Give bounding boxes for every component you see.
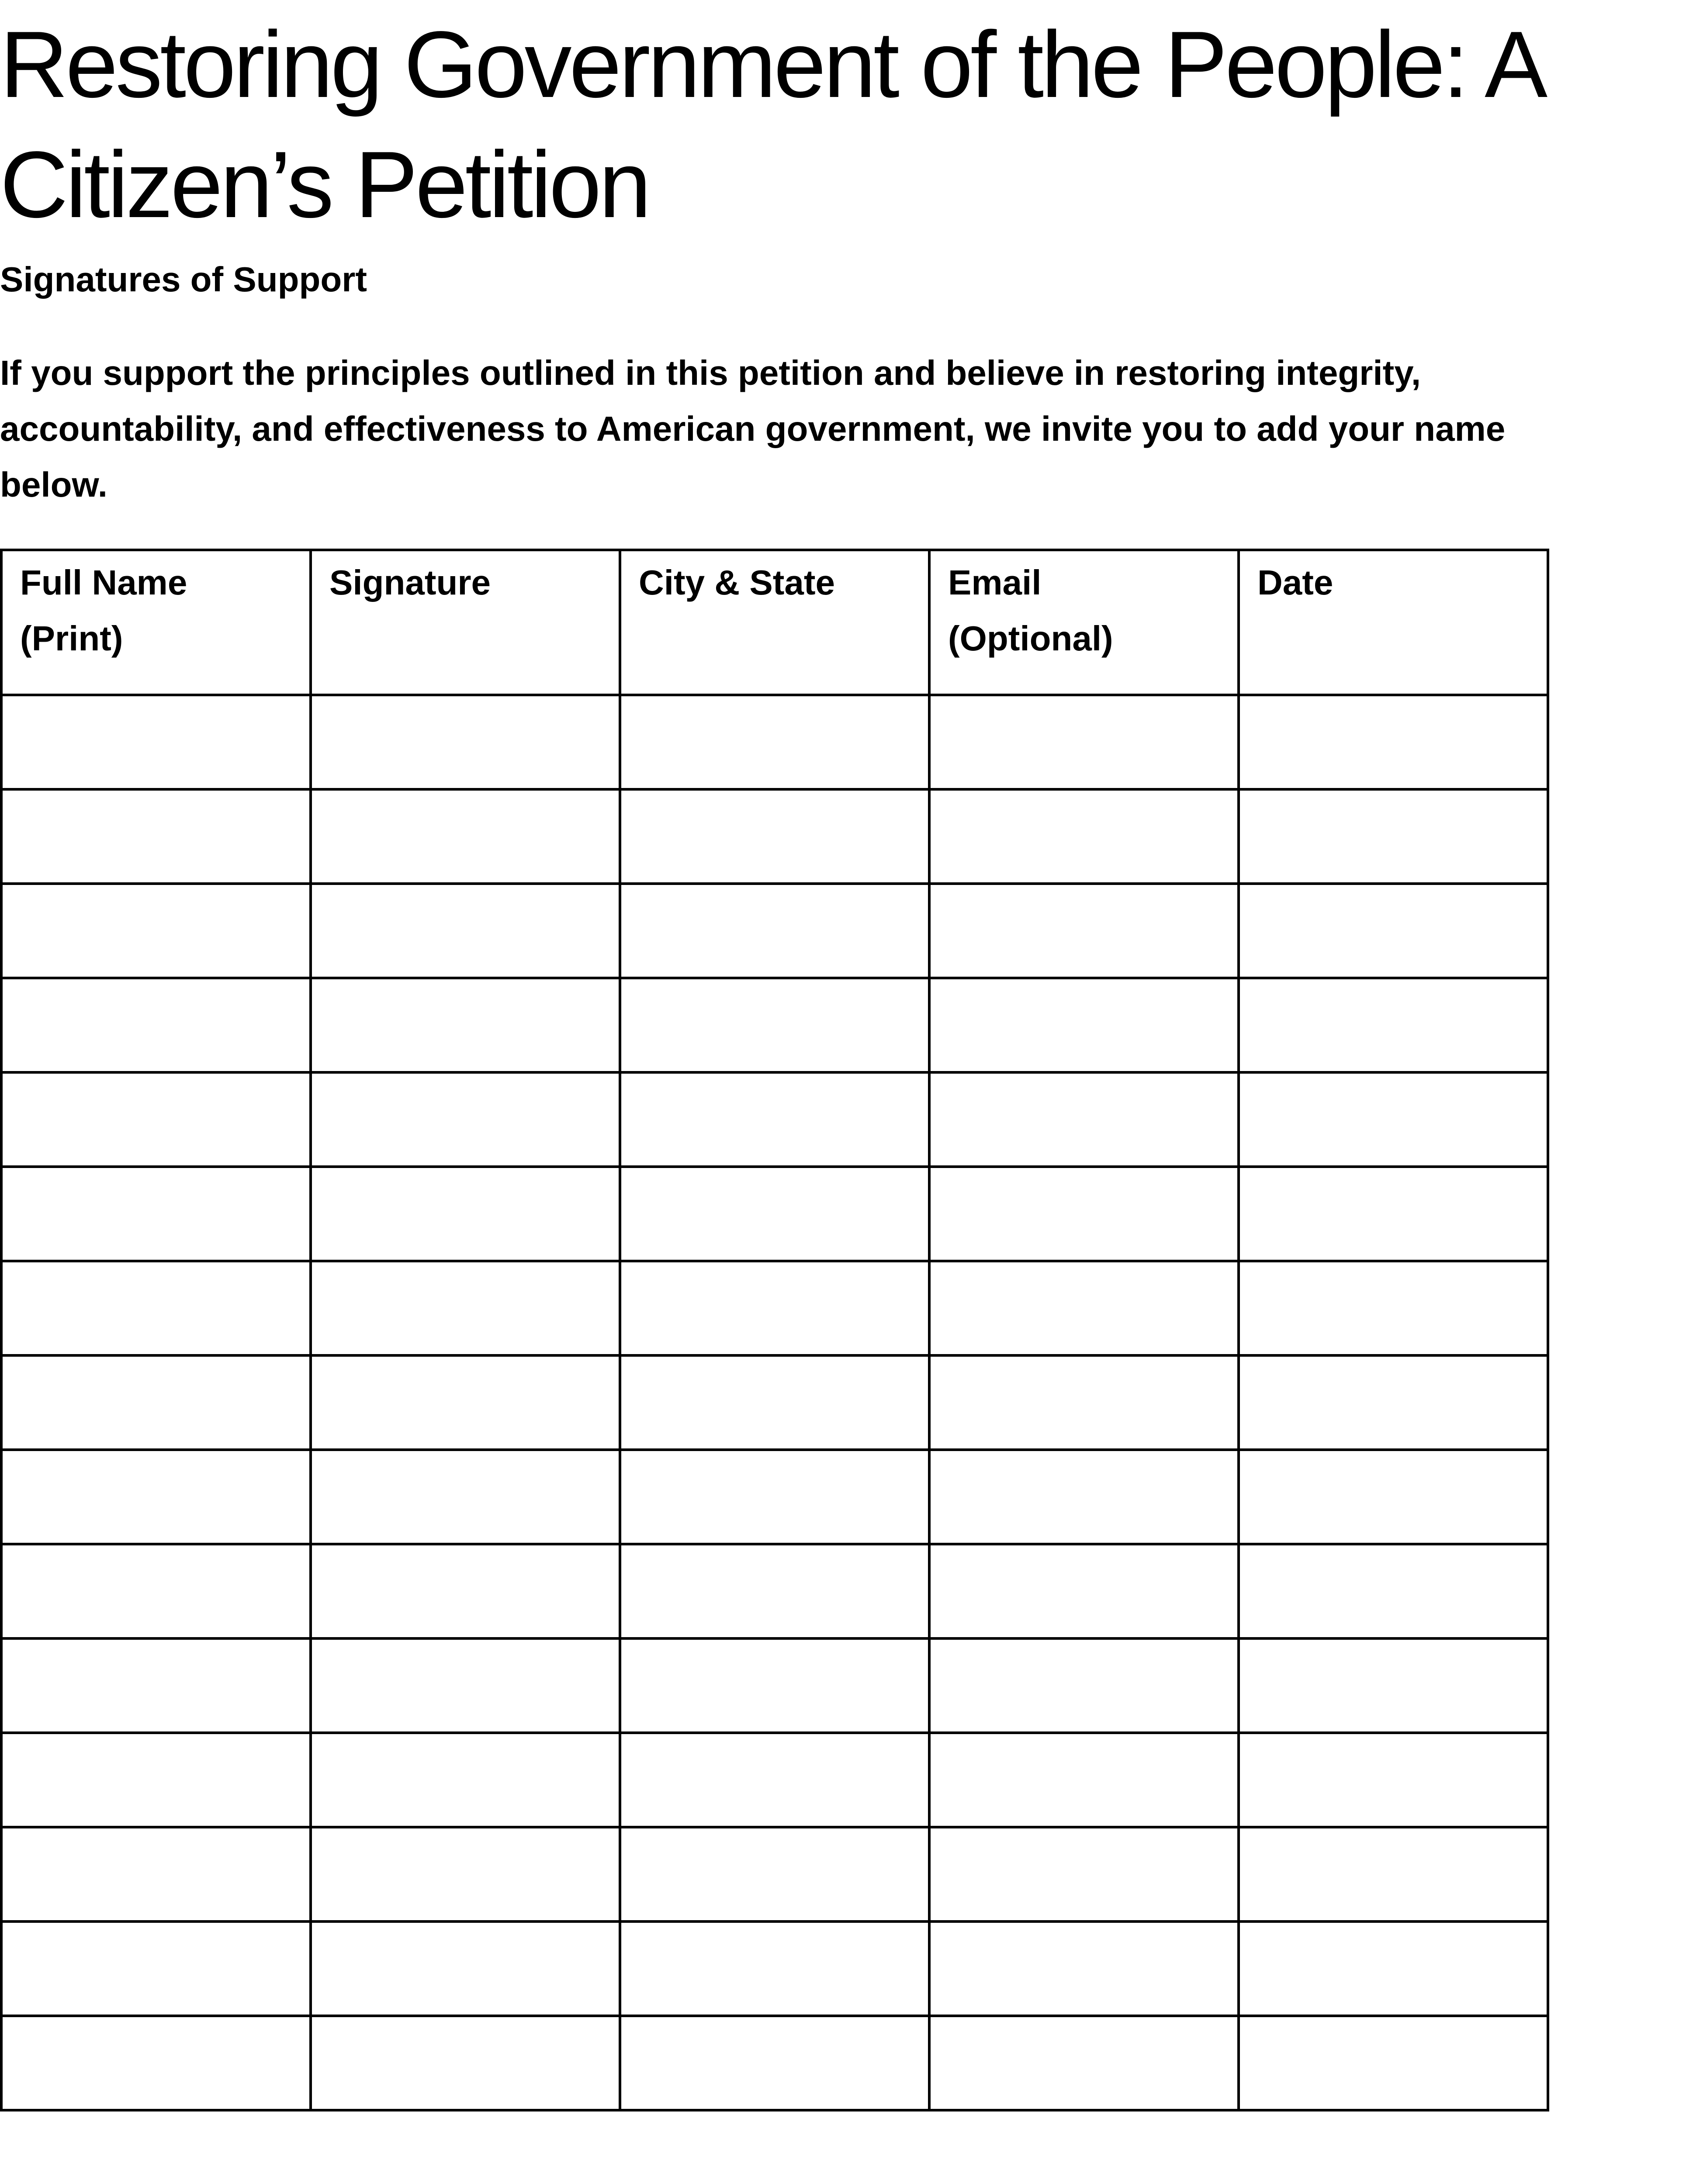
date-cell[interactable] (1239, 978, 1548, 1072)
date-cell[interactable] (1239, 2016, 1548, 2110)
date-cell[interactable] (1239, 1827, 1548, 1921)
city-state-cell[interactable] (620, 1355, 929, 1450)
email-cell[interactable] (929, 1072, 1239, 1167)
page-title: Restoring Government of the People: A Citizen’s Petition (0, 11, 1540, 237)
column-header-city-state: City & State (620, 550, 929, 695)
date-cell[interactable] (1239, 1355, 1548, 1450)
signature-cell[interactable] (311, 695, 620, 789)
email-cell[interactable] (929, 1355, 1239, 1450)
table-row (1, 884, 1548, 978)
email-cell[interactable] (929, 884, 1239, 978)
city-state-cell[interactable] (620, 2016, 929, 2110)
full-name-cell[interactable] (1, 1167, 311, 1261)
date-cell[interactable] (1239, 1450, 1548, 1544)
city-state-cell[interactable] (620, 1733, 929, 1827)
column-header-full-name: Full Name (Print) (1, 550, 311, 695)
signature-table (0, 549, 1549, 2111)
column-header-date: Date (1239, 550, 1548, 695)
city-state-cell[interactable] (620, 1827, 929, 1921)
email-cell[interactable] (929, 1638, 1239, 1733)
email-cell[interactable] (929, 2016, 1239, 2110)
signature-cell[interactable] (311, 1167, 620, 1261)
email-cell[interactable] (929, 789, 1239, 884)
city-state-cell[interactable] (620, 695, 929, 789)
full-name-cell[interactable] (1, 789, 311, 884)
full-name-cell[interactable] (1, 1921, 311, 2016)
signature-rows (1, 695, 1548, 2110)
full-name-cell[interactable] (1, 1827, 311, 1921)
table-row (1, 1167, 1548, 1261)
table-row (1, 695, 1548, 789)
full-name-cell[interactable] (1, 1072, 311, 1167)
table-row (1, 2016, 1548, 2110)
signature-cell[interactable] (311, 789, 620, 884)
email-cell[interactable] (929, 1167, 1239, 1261)
city-state-cell[interactable] (620, 1544, 929, 1638)
email-cell[interactable] (929, 1827, 1239, 1921)
table-row (1, 1450, 1548, 1544)
city-state-cell[interactable] (620, 1261, 929, 1355)
table-row (1, 1921, 1548, 2016)
signature-cell[interactable] (311, 1355, 620, 1450)
city-state-cell[interactable] (620, 1921, 929, 2016)
signature-cell[interactable] (311, 1921, 620, 2016)
full-name-cell[interactable] (1, 1261, 311, 1355)
table-row (1, 1072, 1548, 1167)
city-state-cell[interactable] (620, 1072, 929, 1167)
section-heading: Signatures of Support (0, 260, 367, 299)
email-cell[interactable] (929, 1733, 1239, 1827)
date-cell[interactable] (1239, 884, 1548, 978)
full-name-cell[interactable] (1, 2016, 311, 2110)
table-row (1, 1261, 1548, 1355)
city-state-cell[interactable] (620, 884, 929, 978)
table-row (1, 789, 1548, 884)
signature-cell[interactable] (311, 1450, 620, 1544)
signature-cell[interactable] (311, 1638, 620, 1733)
date-cell[interactable] (1239, 1072, 1548, 1167)
signature-cell[interactable] (311, 884, 620, 978)
date-cell[interactable] (1239, 1261, 1548, 1355)
email-cell[interactable] (929, 1450, 1239, 1544)
date-cell[interactable] (1239, 789, 1548, 884)
signature-cell[interactable] (311, 1827, 620, 1921)
city-state-cell[interactable] (620, 978, 929, 1072)
table-row (1, 1355, 1548, 1450)
signature-cell[interactable] (311, 1261, 620, 1355)
full-name-cell[interactable] (1, 1544, 311, 1638)
full-name-cell[interactable] (1, 978, 311, 1072)
email-cell[interactable] (929, 1921, 1239, 2016)
signature-cell[interactable] (311, 1544, 620, 1638)
date-cell[interactable] (1239, 1921, 1548, 2016)
email-cell[interactable] (929, 1261, 1239, 1355)
full-name-cell[interactable] (1, 1450, 311, 1544)
city-state-cell[interactable] (620, 1450, 929, 1544)
signature-cell[interactable] (311, 1733, 620, 1827)
table-row (1, 1544, 1548, 1638)
city-state-cell[interactable] (620, 1638, 929, 1733)
header-row (1, 550, 1548, 695)
signature-cell[interactable] (311, 1072, 620, 1167)
full-name-cell[interactable] (1, 1638, 311, 1733)
date-cell[interactable] (1239, 1733, 1548, 1827)
full-name-cell[interactable] (1, 1733, 311, 1827)
email-cell[interactable] (929, 1544, 1239, 1638)
date-cell[interactable] (1239, 1544, 1548, 1638)
full-name-cell[interactable] (1, 695, 311, 789)
signature-cell[interactable] (311, 978, 620, 1072)
full-name-cell[interactable] (1, 1355, 311, 1450)
date-cell[interactable] (1239, 1167, 1548, 1261)
table-row (1, 1827, 1548, 1921)
table-row (1, 1638, 1548, 1733)
signature-cell[interactable] (311, 2016, 620, 2110)
city-state-cell[interactable] (620, 1167, 929, 1261)
table-row (1, 978, 1548, 1072)
email-cell[interactable] (929, 695, 1239, 789)
email-cell[interactable] (929, 978, 1239, 1072)
date-cell[interactable] (1239, 695, 1548, 789)
column-header-email: Email (Optional) (929, 550, 1239, 695)
intro-paragraph: If you support the principles outlined in this petition and believe in restoring integrity, accountability, and effectiveness to American government, we invite you to add your name below. (0, 353, 1506, 504)
date-cell[interactable] (1239, 1638, 1548, 1733)
full-name-cell[interactable] (1, 884, 311, 978)
table-row (1, 1733, 1548, 1827)
column-header-signature: Signature (311, 550, 620, 695)
city-state-cell[interactable] (620, 789, 929, 884)
